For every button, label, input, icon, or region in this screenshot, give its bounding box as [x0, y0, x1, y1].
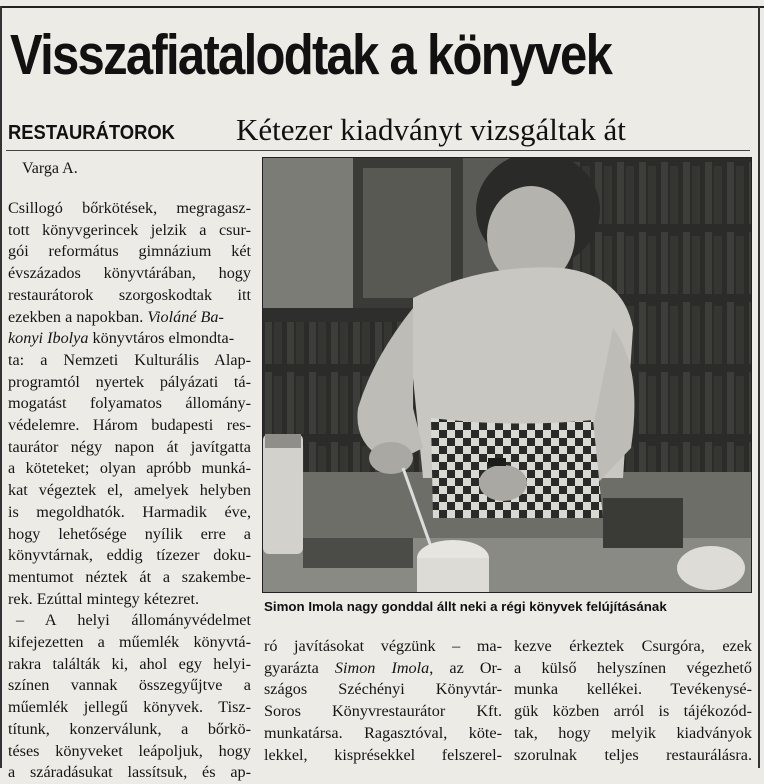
byline: Varga A.: [22, 160, 78, 177]
restorer-photo-illustration: [263, 158, 751, 592]
article-column-2: [264, 636, 502, 766]
top-rule: [0, 6, 764, 8]
text-line: Csillogó bőrkötések, megragasz-: [8, 199, 251, 217]
text-line: hogy lehetősége nyílik erre a: [8, 524, 251, 543]
text-line: a száradásukat lassítsuk, és ap-: [8, 763, 251, 782]
text-line: munkatársa. Ragasztóval, köte-: [264, 723, 502, 742]
text-line: évszázados könyvtárában, hogy: [8, 264, 251, 283]
article-column-1: [8, 198, 251, 784]
right-rule: [758, 6, 760, 768]
text-line: tott könyvgerincek jelzik a csur-: [8, 220, 251, 239]
text-line: védelemre. Három budapesti res-: [8, 416, 251, 435]
text-line: a köteteket; olyan apróbb munká-: [8, 459, 251, 478]
text-line: is megoldhatók. Harmadik éve,: [8, 502, 251, 521]
text-line: téses könyveket leápoljuk, hogy: [8, 741, 251, 760]
name-bakonyi-ibolya: konyi Ibolya: [8, 329, 89, 348]
name-simon-imola: Simon Imola: [334, 658, 430, 677]
article-photo: [262, 157, 752, 593]
text-line: könyvtárnak, eddig tízezer doku-: [8, 546, 251, 565]
text-line: szorulnak teljes restaurálásra.: [514, 745, 752, 764]
name-violane: Violáné Ba-: [147, 307, 224, 326]
headline: Visszafiatalodtak a könyvek: [10, 23, 612, 87]
text-line: tak, hogy melyik kiadványok: [514, 723, 752, 742]
left-rule: [0, 6, 2, 768]
article-column-3: [514, 636, 752, 766]
text-line: kat végeztek el, amelyek helyben: [8, 481, 251, 500]
text-line: ta: a Nemzeti Kulturális Alap-: [8, 350, 251, 369]
subhead-rule: [6, 150, 750, 151]
subheadline: Kétezer kiadványt vizsgáltak át: [236, 112, 626, 147]
text-line: a külső helyszínen végezhető: [514, 658, 752, 677]
text-line: gyarázta Simon Imola, az Or-: [264, 658, 502, 677]
text-line: gük közben arról is tájékozód-: [514, 702, 752, 721]
text-line: kifejezetten a műemlék könyvtá-: [8, 633, 251, 652]
text-line: – A helyi állományvédelmet: [16, 611, 251, 630]
text-line: mogatást folyamatos állomány-: [8, 394, 251, 413]
text-line: konyi Ibolya könyvtáros elmondta-: [8, 329, 235, 348]
text-line: lekkel, kisprésekkel felszerel-: [264, 745, 502, 764]
text-line: rakra találták ki, ahol egy helyi-: [8, 654, 251, 673]
text-line: ezekben a napokban. Violáné Ba-: [8, 307, 224, 326]
text-line: színen vannak összegyűjtve a: [8, 676, 251, 695]
text-line: gói református gimnázium két: [8, 242, 251, 261]
text-line: Soros Könyvrestaurátor Kft.: [264, 702, 502, 721]
text-line: műemlék jellegű könyvek. Tisz-: [8, 698, 251, 717]
section-kicker: RESTAURÁTOROK: [8, 122, 175, 144]
text-line: rek. Ezúttal mintegy kétezret.: [8, 589, 200, 608]
text-line: mentumot néztek át a szakembe-: [8, 567, 251, 586]
text-line: taurátor négy napon át javítgatta: [8, 437, 251, 456]
text-line: munka kellékei. Tevékenysé-: [514, 680, 752, 699]
text-line: programtól nyertek pályázati tá-: [8, 372, 251, 391]
text-line: ró javításokat végzünk – ma-: [264, 637, 502, 655]
text-line: kezve érkeztek Csurgóra, ezek: [514, 637, 752, 655]
photo-caption: Simon Imola nagy gonddal állt neki a régi könyvek felújításának: [264, 599, 667, 614]
text-line: títunk, konzerválunk, a bőrkö-: [8, 719, 251, 738]
text-line: restaurátorok szorgoskodtak itt: [8, 285, 251, 304]
text-line: szágos Széchényi Könyvtár-: [264, 680, 502, 699]
